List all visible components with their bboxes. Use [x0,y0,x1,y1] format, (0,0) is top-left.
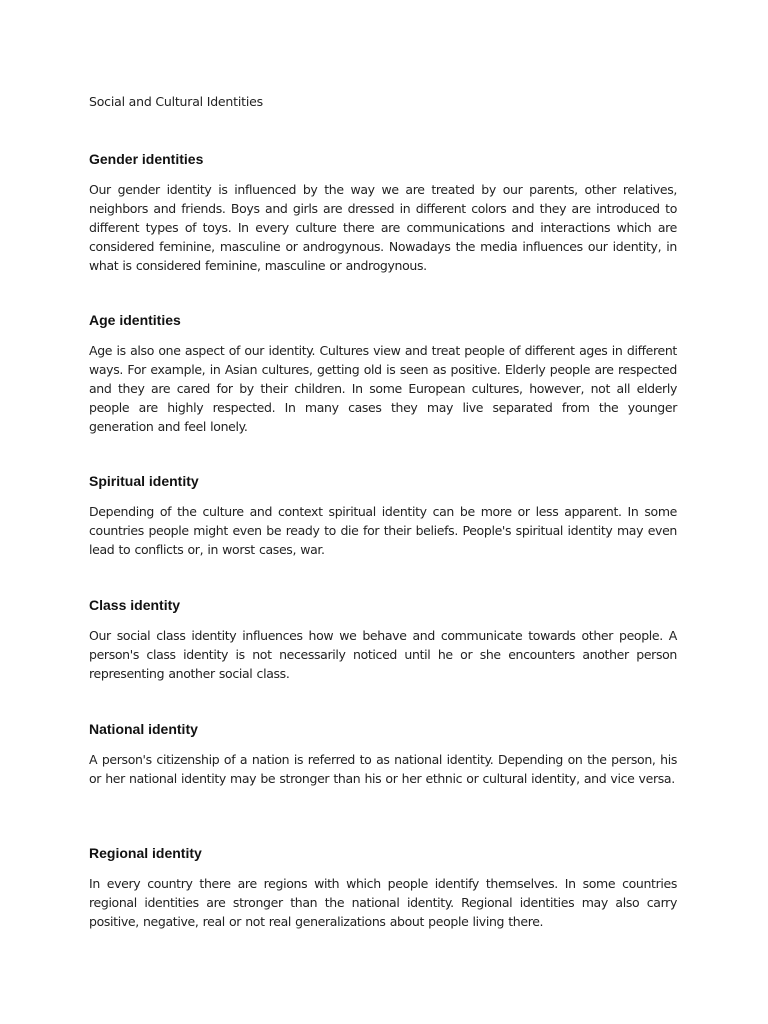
section-heading: Gender identities [89,151,204,167]
section-heading: National identity [89,721,198,737]
section-age [89,311,677,436]
section-body: Depending of the culture and context spiritual identity can be more or less apparent. In some countries people might even be ready to die for their beliefs. People's spiritual identity may even lead to conflicts or, in worst cases, war. [89,504,677,557]
document-title: Social and Cultural Identities [89,94,263,109]
section-national [89,720,677,788]
section-spiritual [89,472,677,559]
section-body: In every country there are regions with which people identify themselves. In some countries regional identities are stronger than the national identity. Regional identities may also carry positive, negative, real or not real generalizations about people living there. [89,876,677,929]
section-body: Our social class identity influences how we behave and communicate towards other people. A person's class identity is not necessarily noticed until he or she encounters another person representing another social class. [89,628,677,681]
section-regional [89,844,677,931]
section-body: Age is also one aspect of our identity. Cultures view and treat people of different ages in different ways. For example, in Asian cultures, getting old is seen as positive. Elderly people are respected and they are cared for by their children. In some European cultures, however, not all elderly people are highly respected. In many cases they may live separated from the younger generation and feel lonely. [89,343,677,434]
section-heading: Spiritual identity [89,473,199,489]
section-heading: Regional identity [89,845,202,861]
document-page [89,93,677,929]
section-heading: Age identities [89,312,181,328]
section-body: A person's citizenship of a nation is referred to as national identity. Depending on the person, his or her national identity may be stronger than his or her ethnic or cultural identity, and vice versa. [89,752,677,786]
section-body: Our gender identity is influenced by the way we are treated by our parents, other relatives, neighbors and friends. Boys and girls are dressed in different colors and they are introduced to different types of toys. In every culture there are communications and interactions which are considered feminine, masculine or androgynous. Nowadays the media influences our identity, in what is considered feminine, masculine or androgynous. [89,182,677,273]
section-heading: Class identity [89,597,181,613]
section-gender [89,150,677,275]
section-class [89,596,677,683]
